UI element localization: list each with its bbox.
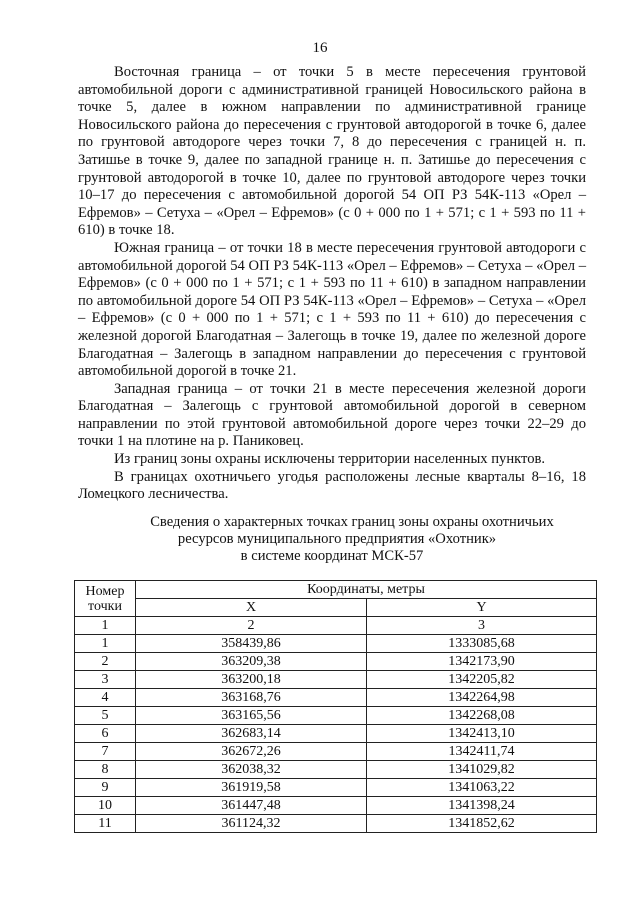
point-number-cell: 9 bbox=[75, 779, 136, 797]
header-y: Y bbox=[367, 599, 597, 617]
table-row bbox=[75, 689, 597, 707]
paragraph-forest-quarters: В границах охотничьего угодья расположены лесные кварталы 8–16, 18 Ломецкого лесничества. bbox=[78, 468, 586, 503]
page-number: 16 bbox=[312, 40, 328, 56]
point-number-cell: 8 bbox=[75, 761, 136, 779]
point-number-cell: 3 bbox=[75, 671, 136, 689]
x-cell: 361447,48 bbox=[136, 797, 367, 815]
paragraph-east-border: Восточная граница – от точки 5 в месте пересечения грунтовой автомобильной дороги с административной границей Новосильского района в точке 5, далее в южном направлении по административной границе Новосильского района до пересечения с грунтовой автодорогой в точке 6, далее по грунтовой автодороге через точки 7, 8 до пересечения с границей н. п. Затишье в точке 9, далее по западной границе н. п. Затишье до пересечения с грунтовой автодорогой в точке 10, далее по грунтовой автодороге через точки 10–17 до пересечения с автомобильной дорогой 54 ОП РЗ 54К-113 «Орел – Ефремов» – Сетуха – «Орел – Ефремов» (с 0 + 000 по 1 + 571; с 1 + 593 по 11 + 610) в точке 18. bbox=[78, 64, 586, 239]
y-cell: 1342413,10 bbox=[367, 725, 597, 743]
table-row bbox=[75, 707, 597, 725]
header-point-number-line2: точки bbox=[88, 598, 122, 614]
y-cell: 1341063,22 bbox=[367, 779, 597, 797]
column-index-cell: 3 bbox=[367, 617, 597, 635]
x-cell: 363165,56 bbox=[136, 707, 367, 725]
point-number-cell: 5 bbox=[75, 707, 136, 725]
x-cell: 363168,76 bbox=[136, 689, 367, 707]
table-row bbox=[75, 797, 597, 815]
table-row bbox=[75, 635, 597, 653]
y-cell: 1342173,90 bbox=[367, 653, 597, 671]
table-row bbox=[75, 779, 597, 797]
x-cell: 361919,58 bbox=[136, 779, 367, 797]
x-cell: 362038,32 bbox=[136, 761, 367, 779]
paragraph-south-border: Южная граница – от точки 18 в месте пересечения грунтовой автодороги с автомобильной дорогой 54 ОП РЗ 54К-113 «Орел – Ефремов» – Сетуха – «Орел – Ефремов» (с 0 + 000 по 1 + 571; с 1 + 593 по 11 + 610) в западном направлении по автомобильной дороге 54 ОП РЗ 54К-113 «Орел – Ефремов» – Сетуха – «Орел – Ефремов» (с 0 + 000 по 1 + 571; с 1 + 593 по 11 + 610) до пересечения с железной дорогой Благодатная – Залегощь в точке 19, далее по железной дороге Благодатная – Залегощь в западном направлении до пересечения с грунтовой автомобильной дорогой в точке 21. bbox=[78, 239, 586, 380]
header-x: X bbox=[136, 599, 367, 617]
x-cell: 363209,38 bbox=[136, 653, 367, 671]
point-number-cell: 11 bbox=[75, 815, 136, 833]
body-text bbox=[78, 64, 586, 504]
table-row bbox=[75, 761, 597, 779]
table-title-line: ресурсов муниципального предприятия «Охотник» bbox=[177, 531, 497, 547]
y-cell: 1342411,74 bbox=[367, 743, 597, 761]
table-row bbox=[75, 725, 597, 743]
y-cell: 1341029,82 bbox=[367, 761, 597, 779]
x-cell: 361124,32 bbox=[136, 815, 367, 833]
coordinates-table bbox=[74, 580, 597, 833]
header-point-number-line1: Номер bbox=[85, 583, 125, 599]
table-row bbox=[75, 743, 597, 761]
y-cell: 1333085,68 bbox=[367, 635, 597, 653]
point-number-cell: 6 bbox=[75, 725, 136, 743]
table-row bbox=[75, 653, 597, 671]
header-coordinates: Координаты, метры bbox=[136, 581, 597, 599]
x-cell: 358439,86 bbox=[136, 635, 367, 653]
y-cell: 1342264,98 bbox=[367, 689, 597, 707]
point-number-cell: 10 bbox=[75, 797, 136, 815]
point-number-cell: 4 bbox=[75, 689, 136, 707]
y-cell: 1341398,24 bbox=[367, 797, 597, 815]
header-point-number bbox=[75, 581, 136, 617]
table-title bbox=[78, 514, 586, 565]
table-row bbox=[75, 815, 597, 833]
column-index-cell: 1 bbox=[75, 617, 136, 635]
table-title-line: Сведения о характерных точках границ зоны охраны охотничьих bbox=[150, 514, 554, 530]
x-cell: 362683,14 bbox=[136, 725, 367, 743]
point-number-cell: 2 bbox=[75, 653, 136, 671]
point-number-cell: 1 bbox=[75, 635, 136, 653]
coordinates-body bbox=[75, 635, 597, 833]
table-row bbox=[75, 671, 597, 689]
point-number-cell: 7 bbox=[75, 743, 136, 761]
y-cell: 1342205,82 bbox=[367, 671, 597, 689]
x-cell: 363200,18 bbox=[136, 671, 367, 689]
y-cell: 1342268,08 bbox=[367, 707, 597, 725]
x-cell: 362672,26 bbox=[136, 743, 367, 761]
y-cell: 1341852,62 bbox=[367, 815, 597, 833]
paragraph-west-border: Западная граница – от точки 21 в месте пересечения железной дороги Благодатная – Залегощь с грунтовой автомобильной дорогой в северном направлении по этой грунтовой автомобильной дороге через точки 22–29 до точки 1 на плотине на р. Паниковец. bbox=[78, 380, 586, 450]
column-index-cell: 2 bbox=[136, 617, 367, 635]
paragraph-exclusions: Из границ зоны охраны исключены территории населенных пунктов. bbox=[114, 451, 546, 468]
table-title-line: в системе координат МСК-57 bbox=[240, 548, 424, 564]
